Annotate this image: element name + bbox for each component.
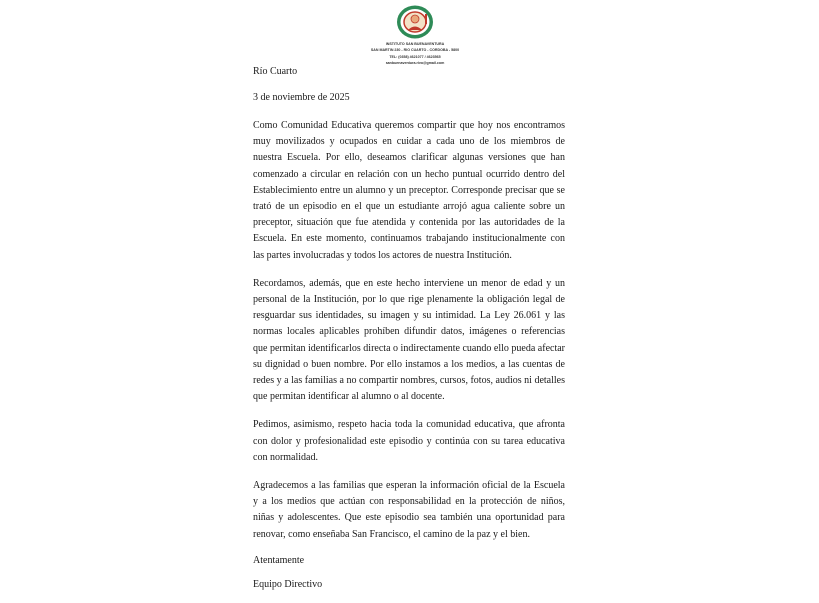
school-crest-icon: [395, 4, 435, 40]
closing: Atentamente: [253, 554, 305, 566]
letter-place: Río Cuarto: [253, 66, 298, 77]
letterhead: [360, 4, 470, 66]
paragraph-3: Pedimos, asimismo, respeto hacia toda la comunidad educativa, que afronta con dolor y profesionalidad este episodio y continúa con su tarea educativa con normalidad.: [253, 419, 565, 463]
institution-phone: TEL: (0358) 4621077 / 4623565: [389, 54, 441, 59]
paragraph-1: Como Comunidad Educativa queremos compartir que hoy nos encontramos muy movilizados y ocupados en cuidar a cada uno de los miembros de nuestra Escuela. Por ello, deseamos clarificar algunas versiones que han comenzado a circular en relación con un hecho puntual ocurrido dentro del Establecimiento entre un alumno y un preceptor. Corresponde precisar que se trató de un episodio en el que un estudiante arrojó agua caliente sobre un preceptor, situación que fue atendida y contenida por las autoridades de la Escuela. En este momento, continuamos trabajando institucionalmente con las partes involucradas y todos los actores de nuestra Institución.: [253, 120, 565, 261]
institution-name: INSTITUTO SAN BUENAVENTURA: [385, 42, 445, 46]
institution-address: SAN MARTIN 230 - RIO CUARTO - CORDOBA - 5800: [370, 48, 460, 53]
signature: Equipo Directivo: [253, 578, 323, 590]
paragraph-4: Agradecemos a las familias que esperan la información oficial de la Escuela y a los medios que actúan con responsabilidad en la protección de niños, niñas y adolescentes. Que este episodio sea también una oportunidad para renovar, como enseñaba San Francisco, el camino de la paz y el bien.: [253, 480, 565, 540]
paragraph-2: Recordamos, además, que en este hecho interviene un menor de edad y un personal de la Institución, por lo que rige plenamente la obligación legal de resguardar sus identidades, su imagen y su intimidad. La Ley 26.061 y las normas locales aplicables prohíben difundir datos, imágenes o referencias que permitan identificarlos directa o indirectamente cuando ello pueda afectar su dignidad o buen nombre. Por ello instamos a los medios, a las cuentas de redes y a las familias a no compartir nombres, cursos, fotos, audios ni detalles que permitan identificar al alumno o al docente.: [253, 277, 565, 403]
letter-date: 3 de noviembre de 2025: [253, 92, 350, 103]
letter-body: [253, 66, 565, 603]
institution-email: sanbuenaventura.rivo@gmail.com: [385, 61, 445, 66]
